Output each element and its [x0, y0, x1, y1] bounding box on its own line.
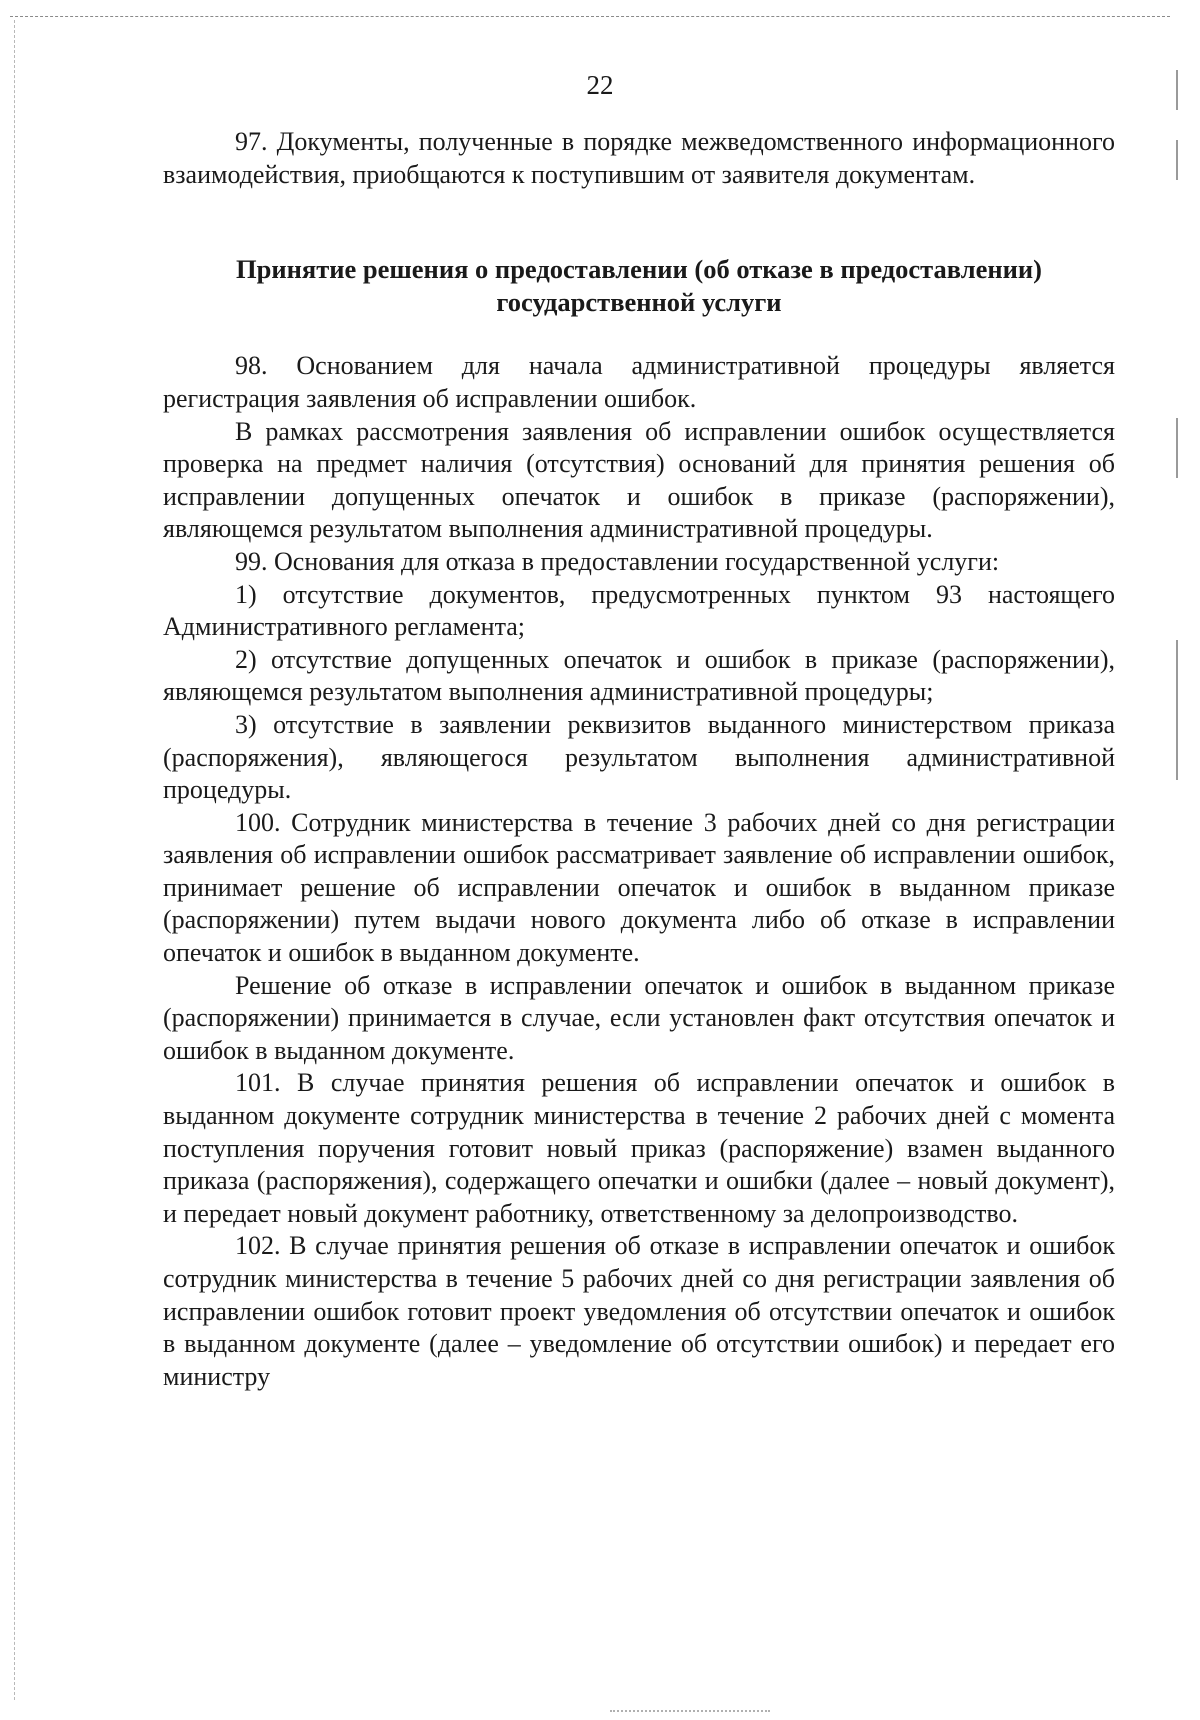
paragraph-101: 101. В случае принятия решения об исправлении опечаток и ошибок в выданном документе сотрудник министерства в течение 2 рабочих дней с момента поступления поручения готовит новый приказ (распоряжение) взамен выданного приказа (распоряжения), содержащего опечатки и ошибки (далее – новый документ), и передает новый документ работнику, ответственному за делопроизводство.	[163, 1068, 1115, 1228]
paragraph-100-refusal: Решение об отказе в исправлении опечаток и ошибок в выданном приказе (распоряжении) принимается в случае, если установлен факт отсутствия опечаток и ошибок в выданном документе.	[163, 970, 1115, 1065]
page-number: 22	[586, 70, 614, 100]
document-body	[163, 126, 1115, 1393]
section-heading: Принятие решения о предоставлении (об отказе в предоставлении) государственной услуги	[236, 254, 1042, 317]
paragraph-98: 98. Основанием для начала административной процедуры является регистрация заявления об исправлении ошибок.	[163, 351, 1115, 413]
scan-artifact-left-line	[14, 20, 15, 1700]
paragraph-100: 100. Сотрудник министерства в течение 3 рабочих дней со дня регистрации заявления об исправлении ошибок рассматривает заявление об исправлении ошибок, принимает решение об исправлении опечаток и ошибок в выданном приказе (распоряжении) путем выдачи нового документа либо об отказе в исправлении опечаток и ошибок в выданном документе.	[163, 807, 1115, 968]
scan-artifact-right-mark	[1176, 640, 1178, 780]
paragraph-99-item-2: 2) отсутствие допущенных опечаток и ошибок в приказе (распоряжении), являющемся результатом выполнения административной процедуры;	[163, 644, 1115, 707]
paragraph-97: 97. Документы, полученные в порядке межведомственного информационного взаимодействия, приобщаются к поступившим от заявителя документам.	[163, 127, 1115, 189]
paragraph-99-item-3: 3) отсутствие в заявлении реквизитов выданного министерством приказа (распоряжения), являющегося результатом выполнения административной процедуры.	[163, 709, 1115, 805]
paragraph-99-item-1: 1) отсутствие документов, предусмотренных пунктом 93 настоящего Административного регламента;	[163, 579, 1115, 642]
paragraph-99: 99. Основания для отказа в предоставлении государственной услуги:	[235, 546, 1000, 576]
scan-artifact-bottom-dots	[610, 1710, 770, 1712]
paragraph-102: 102. В случае принятия решения об отказе в исправлении опечаток и ошибок сотрудник министерства в течение 5 рабочих дней со дня регистрации заявления об исправлении ошибок готовит проект уведомления об отсутствии опечаток и ошибок в выданном документе (далее – уведомление об отсутствии ошибок) и передает его министру	[163, 1231, 1115, 1391]
scan-artifact-right-mark	[1176, 140, 1178, 180]
scan-artifact-right-mark	[1176, 418, 1178, 478]
scan-artifact-top-line	[10, 16, 1170, 17]
paragraph-98-scope: В рамках рассмотрения заявления об исправлении ошибок осуществляется проверка на предмет наличия (отсутствия) оснований для принятия решения об исправлении допущенных опечаток и ошибок в приказе (распоряжении), являющемся результатом выполнения административной процедуры.	[163, 416, 1115, 544]
